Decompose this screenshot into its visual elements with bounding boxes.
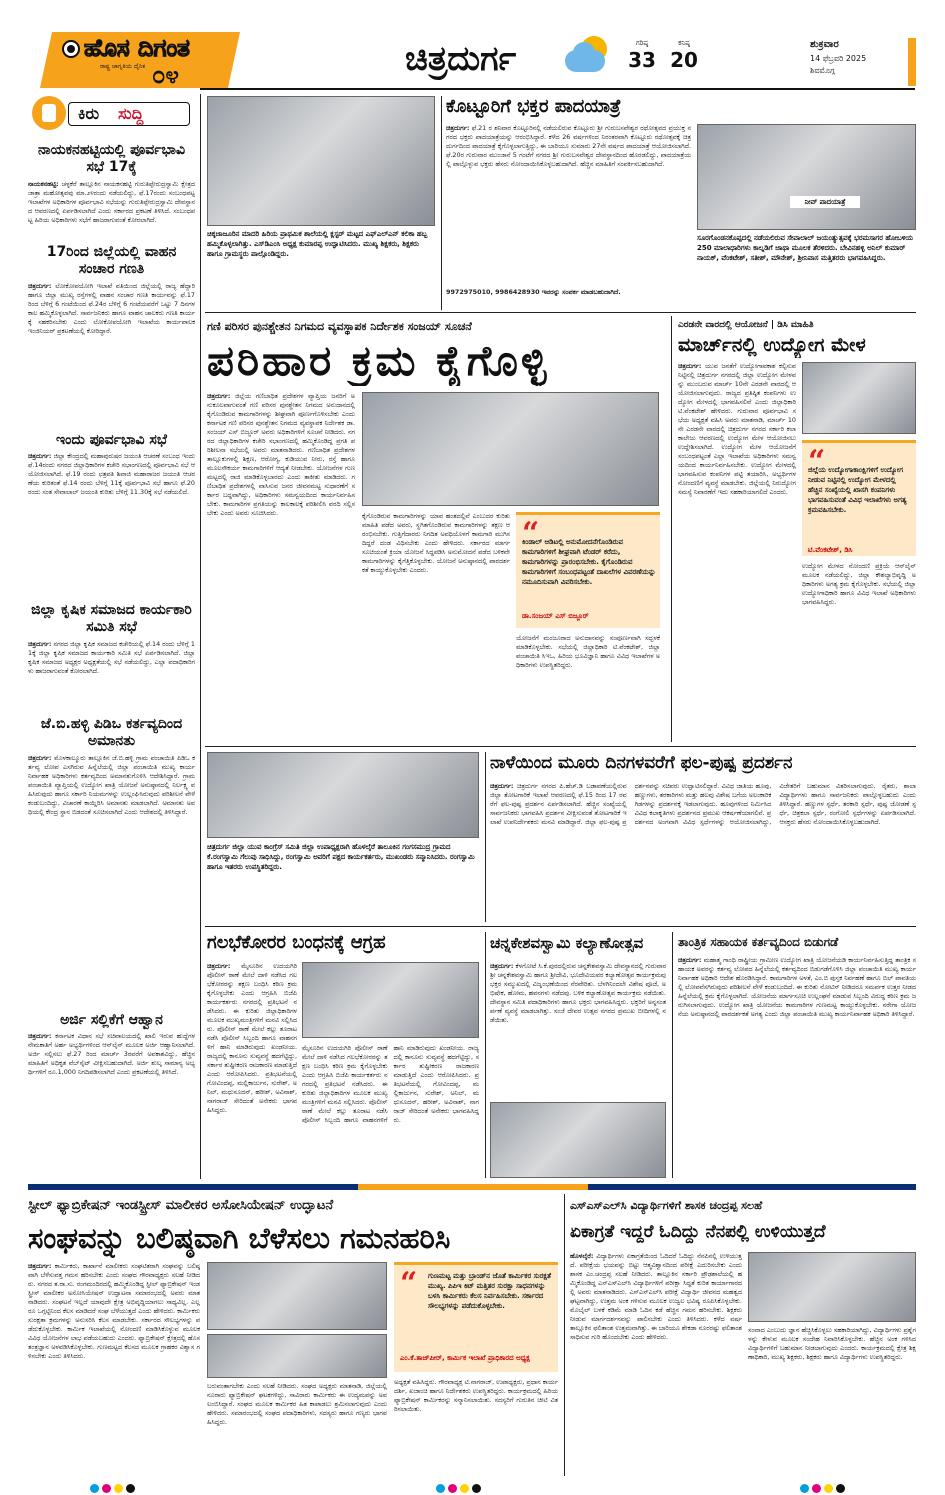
udyoga-kicker: ಎರಡನೇ ವಾರದಲ್ಲಿ ಆಯೋಜನೆ | ಡಿಸಿ ಮಾಹಿತಿ (678, 320, 814, 330)
tantrika-headline: ತಾಂತ್ರಿಕ ಸಹಾಯಕ ಕರ್ತವ್ಯದಿಂದ ಬಿಡುಗಡೆ (678, 935, 839, 949)
kirusuddi-story-title: ನಾಯಕನಹಟ್ಟಿಯಲ್ಲಿ ಪೂರ್ವಭಾವಿ ಸಭೆ 17ಕ್ಕೆ (38, 142, 185, 175)
steel-quote-box (394, 1262, 558, 1372)
parihara-headline: ಪರಿಹಾರ ಕ್ರಮ ಕೈಗೊಳ್ಳಿ (207, 336, 550, 385)
udyoga-body-2: ಉದ್ಯೋಗ ಮೇಳದ ನೋಂದಣಿ ಪ್ರಕ್ರಿಯೆ ಆನ್‌ಲೈನ್ ಮೂಲಕ ನಡೆಯಲಿದ್ದು, ಜಿಲ್ಲಾ ಕೌಶಲ್ಯಾಭಿವೃದ್ಧಿ ಅಧಿಕಾರಿಗಳು ಅಗತ್ಯ ಕ್ರಮ ಕೈಗೊಳ್ಳಬೇಕು. ಸಭೆಯಲ್ಲಿ ಜಿಲ್ಲಾ ಉದ್ಯೋಗಾಧಿಕಾರಿ ಹಾಗೂ ವಿವಿಧ ಇಲಾಖೆ ಅಧಿಕಾರಿಗಳು ಭಾಗವಹಿಸಿದ್ದರು. (802, 562, 916, 606)
channakeshava-headline: ಚನ್ನಕೇಶವಸ್ವಾಮಿ ಕಲ್ಯಾಣೋತ್ಸವ (490, 934, 644, 952)
story-text: ಕೆಳಗೋಟೆ ಸಿ.ಕೆ.ಪುರದಲ್ಲಿರುವ ಚನ್ನಕೇಶವಸ್ವಾಮಿ ದೇವಸ್ಥಾನದಲ್ಲಿ ಗುರುವಾರ ಶ್ರೀ ಚನ್ನಕೇಶವಸ್ವಾಮಿ ಹಾಗೂ ಶ್ರೀದೇವಿ, ಭೂದೇವಿಯವರ ಕಲ್ಯಾಣೋತ್ಸವ ಕಾರ್ಯಕ್ರಮವು ಭಕ್ತರ ಸಮ್ಮುಖದಲ್ಲಿ ವಿಜೃಂಭಣೆಯಿಂದ ನೆರವೇರಿತು. ಬೆಳಗಿನಿಂದಲೇ ವಿಶೇಷ ಪೂಜೆ, ಅಭಿಷೇಕ, ಹೋಮ, ಹವನಗಳು ನಡೆದವು. ಬಳಿಕ ಕಲ್ಯಾಣೋತ್ಸವ ಕಾರ್ಯಕ್ರಮ ನಡೆಯಿತು. ದೇವಸ್ಥಾನ ಸಮಿತಿ ಪದಾಧಿಕಾರಿಗಳು ಹಾಗೂ ಭಕ್ತರು ಭಾಗವಹಿಸಿದ್ದರು. ಭಕ್ತರಿಗೆ ಅನ್ನಸಂತರ್ಪಣೆ ವ್ಯವಸ್ಥೆ ಮಾಡಲಾಗಿತ್ತು. ಸಂಜೆ ದೇವರ ಉತ್ಸವ ನಗರದ ಪ್ರಮುಖ ಬೀದಿಗಳಲ್ಲಿ ನಡೆಯಿತು. (490, 962, 666, 1024)
phala-body (490, 782, 916, 922)
parihara-kicker: ಗಣಿ ಪರಿಸರ ಪುನಶ್ಚೇತನ ನಿಗಮದ ವ್ಯವಸ್ಥಾಪಕ ನಿರ್ದೇಶಕ ಸಂಜಯ್ ಸೂಚನೆ (207, 320, 472, 333)
channakeshava-body (490, 962, 666, 1098)
udyoga-quote-name: ಟಿ.ವೆಂಕಟೇಶ್, ಡಿಸಿ (808, 546, 853, 554)
story-text: ಜಿಲ್ಲಾ ಕೇಂದ್ರದಲ್ಲಿ ಮಹಾಪುರುಷರ ಜಯಂತಿ ಆಚರಣೆ ಸಂಬಂಧ ಇಂದು ಫೆ.14ರಂದು ನಗರದ ಜಿಲ್ಲಾಧಿಕಾರಿಗಳ ಕಚೇರಿ ಸಭಾಂಗಣದಲ್ಲಿ ಪೂರ್ವಭಾವಿ ಸಭೆ ಆಯೋಜಿಸಲಾಗಿದೆ. ಫೆ.19 ರಂದು ಛತ್ರಪತಿ ಶಿವಾಜಿ ಮಹಾರಾಜರ ಜಯಂತಿ ಆಚರಣೆಯ ಕುರಿತಂತೆ ಫೆ.14 ರಂದು ಬೆಳಿಗ್ಗೆ 11ಕ್ಕೆ ಪೂರ್ವಭಾವಿ ಸಭೆ ಹಾಗೂ ಫೆ.20 ರಂದು ಸಂತ ಸೇವಾಲಾಲ್ ಜಯಂತಿ ಕುರಿತು ಬೆಳಿಗ್ಗೆ 11.30ಕ್ಕೆ ಸಭೆ ನಡೆಯಲಿದೆ. (28, 452, 195, 496)
sslc-body-2: ಸಂವಾದ ಎಂಬುದು ಜ್ಞಾನ ಹೆಚ್ಚಿಸಿಕೊಳ್ಳಲು ಸಹಕಾರಿಯಾಗಿದ್ದು, ವಿದ್ಯಾರ್ಥಿಗಳು ಪ್ರಶ್ನೆಗಳನ್ನು ಕೇಳುವ ಮೂಲಕ ಸಂದೇಹ ನಿವಾರಿಸಿಕೊಳ್ಳಬೇಕು. ಹೆಚ್ಚಿನ ಅಂಕ ಗಳಿಸಿದ ವಿದ್ಯಾರ್ಥಿಗಳಿಗೆ ಬಹುಮಾನ ನೀಡಲಾಗುವುದು ಎಂದರು. ಕಾರ್ಯಕ್ರಮದಲ್ಲಿ ಕ್ಷೇತ್ರ ಶಿಕ್ಷಣಾಧಿಕಾರಿ, ಮುಖ್ಯ ಶಿಕ್ಷಕರು, ಶಿಕ್ಷಕರು ಹಾಗೂ ವಿದ್ಯಾರ್ಥಿಗಳು ಉಪಸ್ಥಿತರಿದ್ದರು. (748, 1326, 916, 1361)
sslc-kicker: ಎಸ್‌ಎಸ್‌ಎಲ್‌ಸಿ ವಿದ್ಯಾರ್ಥಿಗಳಿಗೆ ಶಾಸಕ ಚಂದ್ರಪ್ಪ ಸಲಹೆ (570, 1199, 763, 1212)
kirusuddi-story-title: 17ರಿಂದ ಜಿಲ್ಲೆಯಲ್ಲಿ ವಾಹನ ಸಂಚಾರ ಗಣತಿ (46, 244, 177, 277)
sslc-workshop-photo (748, 1252, 916, 1322)
school-event-caption: ಚಿಕ್ಕಜಾಜೂರಿನ ಮಾದರಿ ಹಿರಿಯ ಪ್ರಾಥಮಿಕ ಶಾಲೆಯಲ್ಲಿ ಕ್ಲಸ್ಟರ್ ಮಟ್ಟದ ಎಫ್‌ಎಲ್‌ಎನ್ ಕಲಿಕಾ ಹಬ್ಬ ಹಮ್ಮಿಕೊಳ್ಳಲಾಗಿತ್ತು. ಎಸ್‌ಡಿಎಂಸಿ ಅಧ್ಯಕ್ಷ ಕುಮಾರಪ್ಪ ಉದ್ಘಾಟಿಸಿದರು. ಮುಖ್ಯ ಶಿಕ್ಷಕರು, ಶಿಕ್ಷಕರು ಹಾಗೂ ಗ್ರಾಮಸ್ಥರು ಪಾಲ್ಗೊಂಡಿದ್ದರು. (207, 230, 428, 258)
parihara-meeting-photo (362, 392, 659, 506)
parihara-quote-text: ಕಿಂಡಾಲ್ ಆಡಿಟಲ್ಲಿ ಅನುಮೋದನೆಗೊಂಡಿರುವ ಕಾಮಗಾರಿಗಳಿಗೆ ಶೀಘ್ರವಾಗಿ ಟೆಂಡರ್ ಕರೆದು, ಕಾಮಗಾರಿಗಳನ್ನು ಪ್ರಾರಂಭಿಸಬೇಕು. ಕೈಗೊಂಡಿರುವ ಕಾಮಗಾರಿಗಳಿಗೆ ಸಂಬಂಧಪಟ್ಟಂತೆ ದಾಖಲೆಗಳ ವಿವರಣೆಯನ್ನು ನಮೂದಿಸುವಾಗಿ ವಿವರಿಸಬೇಕು. (522, 538, 656, 586)
min-temp: 20 (670, 48, 698, 72)
dateline: ಚಿತ್ರದುರ್ಗ: (490, 962, 514, 970)
steel-quote-text: ಗುಣಮಟ್ಟ ಮತ್ತು ಬ್ರಾಂಡ್‌ನ ಜೊತೆ ಕಾರ್ಮಿಕರ ಸುರಕ್ಷತೆ ಮುಖ್ಯ. ಪಿಪಿಇ ಕಿಟ್ ಮತ್ತಿತರ ಸುರಕ್ಷಾ ಸಾಧನಗಳನ್ನು ಬಳಸಿ ಕಾರ್ಮಿಕರು ಕೆಲಸ ನಿರ್ವಹಿಸಬೇಕು. ಸರ್ಕಾರದ ಸೌಲಭ್ಯಗಳನ್ನು ಪಡೆದುಕೊಳ್ಳಬೇಕು. (428, 1272, 552, 1310)
masthead-topline (200, 88, 915, 90)
parihara-quote-box (516, 512, 660, 628)
kirusuddi-story-body (28, 452, 195, 600)
dateline: ಚಿತ್ರದುರ್ಗ: (678, 956, 702, 964)
registration-dot-cyan (436, 1484, 445, 1493)
masthead-orange-edge (908, 38, 916, 86)
dateline: ಚಿತ್ರದುರ್ಗ: (28, 452, 52, 460)
day-label: ಶುಕ್ರವಾರ (810, 39, 839, 50)
logo-text: ಹೊಸ ದಿಗಂತ (84, 34, 190, 62)
kirusuddi-label-a: ಕಿರು (78, 104, 100, 123)
story-text: ಫೆ.21 ರ ಶನಿವಾರ ಕೊಟ್ಟೂರಿನಲ್ಲಿ ನಡೆಯಲಿರುವ ಕೊಟ್ಟೂರು ಶ್ರೀ ಗುರುಬಸವೇಶ್ವರ ರಥೋತ್ಸವದ ಪ್ರಯುಕ್ತ ನಗರದ ಭಕ್ತರು ಪಾದಯಾತ್ರೆಯನ್ನು ಆರಂಭಿಸಿದ್ದಾರೆ. ಕಳೆದ 26 ವರ್ಷಗಳಿಂದ ನಿರಂತರವಾಗಿ ಕೊಟ್ಟೂರು ರಥೋತ್ಸವಕ್ಕೆ ಚಿತ್ರದುರ್ಗದಿಂದ ಪಾದಯಾತ್ರೆ ಕೈಗೊಳ್ಳಲಾಗುತ್ತಿದ್ದು, ಈ ಬಾರಿಯೂ ಸುಮಾರು 27ನೇ ವರ್ಷದ ಪಾದಯಾತ್ರೆ ಆಯೋಜಿಸಲಾಗಿದೆ. ಫೆ.20ರ ಗುರುವಾರ ಮುಂಜಾನೆ 5 ಗಂಟೆಗೆ ನಗರದ ಶ್ರೀ ಗುರುಬಸವೇಶ್ವರ ದೇವಸ್ಥಾನದಿಂದ ಹೊರಡಲಿದ್ದು, ಪಾದಯಾತ್ರೆಯಲ್ಲಿ ಪಾಲ್ಗೊಳ್ಳುವ ಭಕ್ತರು ಹೆಸರು ನೋಂದಾಯಿಸಿಕೊಳ್ಳಬಹುದಾಗಿದೆ. ಹೆಚ್ಚಿನ ಮಾಹಿತಿಗೆ ಸಂಪರ್ಕಿಸಬಹುದಾಗಿದೆ. (446, 124, 691, 168)
udyoga-meeting-photo (802, 362, 916, 434)
registration-dot-cyan (90, 1484, 99, 1493)
registration-dot-black (126, 1484, 135, 1493)
masthead (0, 0, 945, 90)
kottur-headline: ಕೊಟ್ಟೂರಿಗೆ ಭಕ್ತರ ಪಾದಯಾತ್ರೆ (446, 96, 621, 117)
steel-kicker: ಸ್ಟೀಲ್ ಫ್ಯಾಬ್ರಿಕೇಷನ್ ಇಂಡಸ್ಟ್ರೀಸ್ ಮಾಲೀಕರ ಅಸೋಸಿಯೇಷನ್ ಉದ್ಘಾಟನೆ (28, 1198, 334, 1213)
weather-partly-cloudy-icon (565, 36, 613, 76)
dateline: ಚಿತ್ರದುರ್ಗ: (207, 392, 231, 400)
parihara-body-col2: ಕೈಗೊಂಡಿರುವ ಕಾಮಗಾರಿಗಳನ್ನು ಯಾವ ಹಂತದಲ್ಲಿವೆ ಎಂಬುದರ ಕುರಿತು ಮಾಹಿತಿ ಪಡೆದ ಅವರು, ಸ್ಥಗಿತಗೊಂಡಿರುವ ಕಾಮಗಾರಿಗಳನ್ನು ತಕ್ಷಣ ಆರಂಭಿಸಬೇಕು. ಗುತ್ತಿಗೆದಾರರು ನಿಗದಿತ ಅವಧಿಯೊಳಗೆ ಕಾಮಗಾರಿ ಮುಗಿಸದಿದ್ದರೆ ದಂಡ ವಿಧಿಸಬೇಕು ಎಂದು ಹೇಳಿದರು. ಸರ್ಕಾರದ ಮಾರ್ಗಸೂಚಿಯಂತೆ ಕ್ರಿಯಾ ಯೋಜನೆ ಸಿದ್ಧಪಡಿಸಿ ಅನುಮೋದನೆ ಪಡೆದ ಬಳಿಕವೇ ಕಾಮಗಾರಿಗಳನ್ನು ಕೈಗೆತ್ತಿಕೊಳ್ಳಬೇಕು. ಯೋಜನೆ ಅನುಷ್ಠಾನದಲ್ಲಿ ಪಾರದರ್ಶಕತೆ ಕಾಯ್ದುಕೊಳ್ಳಬೇಕು ಎಂದರು. (362, 512, 510, 574)
section-rule (205, 926, 916, 927)
registration-dot-cyan (800, 1484, 809, 1493)
registration-dot-magenta (102, 1484, 111, 1493)
story-text: ಮೈಸೂರಿನ ಉದಯಗಿರಿ ಪೊಲೀಸ್ ಠಾಣೆ ಮೇಲೆ ದಾಳಿ ನಡೆಸಿದ ಗಲಭೆಕೋರರನ್ನು ತಕ್ಷಣ ಬಂಧಿಸಿ ಕಠಿಣ ಕ್ರಮ ಕೈಗೊಳ್ಳಬೇಕು ಎಂದು ಆಗ್ರಹಿಸಿ ಬಿಜೆಪಿ ಕಾರ್ಯಕರ್ತರು ನಗರದಲ್ಲಿ ಪ್ರತಿಭಟನೆ ನಡೆಸಿದರು. ಈ ಕುರಿತು ಜಿಲ್ಲಾಧಿಕಾರಿಗಳ ಮೂಲಕ ಮುಖ್ಯಮಂತ್ರಿಗಳಿಗೆ ಮನವಿ ಸಲ್ಲಿಸಿದರು. ಪೊಲೀಸ್ ಠಾಣೆ ಮೇಲೆ ಕಲ್ಲು ತೂರಾಟ ನಡೆಸಿ ಪೊಲೀಸ್ ಸಿಬ್ಬಂದಿ ಹಾಗೂ ವಾಹನಗಳಿಗೆ ಹಾನಿ ಮಾಡಿರುವುದು ಖಂಡನೀಯ. ರಾಜ್ಯದಲ್ಲಿ ಕಾನೂನು ಸುವ್ಯವಸ್ಥೆ ಹದಗೆಟ್ಟಿದ್ದು, ಸರ್ಕಾರ ತುಷ್ಟೀಕರಣ ರಾಜಕಾರಣ ಮಾಡುತ್ತಿದೆ ಎಂದು ಆರೋಪಿಸಿದರು. ಪ್ರತಿಭಟನೆಯಲ್ಲಿ ಗೋವಿಂದಪ್ಪ, ಮಲ್ಲಿಕಾರ್ಜುನ, ಸುರೇಶ್, ಅನಿಲ್, ಮಧುಸೂದನ್, ಹರೀಶ್, ಅವಿನಾಶ್, ನಾಗರಾಜ್ ಸೇರಿದಂತೆ ಅನೇಕರು ಭಾಗವಹಿಸಿದ್ದರು. (207, 962, 297, 1114)
padayatra-photo (697, 124, 916, 230)
parihara-body-col1 (207, 392, 355, 740)
tantrika-body (678, 956, 916, 1178)
column-rule (441, 96, 442, 310)
registration-dot-black (836, 1484, 845, 1493)
story-text: ನಗರದ ಜಿಲ್ಲಾ ಕೃಷಿಕ ಸಮಾಜದ ಕಚೇರಿಯಲ್ಲಿ ಫೆ.14 ರಂದು ಬೆಳಿಗ್ಗೆ 11ಕ್ಕೆ ಜಿಲ್ಲಾ ಕೃಷಿಕ ಸಮಾಜದ ಕಾರ್ಯಕಾರಿ ಸಮಿತಿ ಸಭೆ ಏರ್ಪಡಿಸಲಾಗಿದೆ. ಜಿಲ್ಲಾ ಕೃಷಿಕ ಸಮಾಜದ ಅಧ್ಯಕ್ಷರ ಅಧ್ಯಕ್ಷತೆಯಲ್ಲಿ ಸಭೆ ನಡೆಯಲಿದ್ದು, ಎಲ್ಲಾ ಪದಾಧಿಕಾರಿಗಳು ಹಾಜರಾಗುವಂತೆ ಕೋರಲಾಗಿದೆ. (28, 640, 195, 675)
school-event-photo (207, 96, 435, 226)
padayatra-caption: ಸೂರಗೊಂಡನಕೊಪ್ಪದಲ್ಲಿ ನಡೆಯಲಿರುವ ಸೇವಾಲಾಲ್ ಜಯಂತ್ಯುತ್ಸವಕ್ಕೆ ಭರಮಸಾಗರ ಹೋಬಳಿಯ 250 ಮಾಲಾಧಾರಿಗಳು ಕಾಲ್ನಡಿಗೆ ಜಾಥಾ ಮೂಲಕ ತೆರಳಿದರು. ಬೇವಿನಹಳ್ಳಿ ಅನಿಲ್ ಕುಮಾರ್ ನಾಯಕ್, ವೆಂಕಟೇಶ್, ಸತೀಶ್, ಮೌನೇಶ್, ಶ್ರೀನಿವಾಸ ಮತ್ತಿತರರು ಭಾಗವಹಿಸಿದ್ದರು. (697, 234, 914, 262)
page-number: ೦೪ (152, 62, 179, 88)
dateline: ನಾಯಕನಹಟ್ಟಿ: (28, 180, 59, 188)
steel-quote-name: ಎಂ.ಕೆ.ತಾಜ್‌ಪೀರ್, ಕಾರ್ಮಿಕ ಇಲಾಖೆ ಪ್ರಾಧಿಕಾರದ ಅಧ್ಯಕ್ಷ (400, 1354, 530, 1362)
logo-emblem-icon (62, 40, 80, 58)
parihara-body-col3: ಯೋಜನೆಗೆ ಮಂಜೂರಾದ ಅನುದಾನವನ್ನು ಸಂಪೂರ್ಣವಾಗಿ ಸದ್ಬಳಕೆ ಮಾಡಿಕೊಳ್ಳಬೇಕು. ಸಭೆಯಲ್ಲಿ ಜಿಲ್ಲಾಧಿಕಾರಿ ಟಿ.ವೆಂಕಟೇಶ್, ಜಿಲ್ಲಾ ಪಂಚಾಯಿತಿ ಸಿಇಒ, ಹಿರಿಯ ಭೂವಿಜ್ಞಾನಿ ಹಾಗೂ ವಿವಿಧ ಇಲಾಖೆಗಳ ಅಧಿಕಾರಿಗಳು ಉಪಸ್ಥಿತರಿದ್ದರು. (516, 634, 660, 669)
logo-tagline: ರಾಷ್ಟ್ರ ಜಾಗೃತಿಯ ದೈನಿಕ (100, 63, 146, 70)
column-rule (485, 752, 486, 922)
story-text: ಚಳ್ಳಕೆರೆ ತಾಲ್ಲೂಕಿನ ನಾಯಕನಹಟ್ಟಿ ಗುರುತಿಪ್ಪೇರುದ್ರಸ್ವಾಮಿ ಕ್ಷೇತ್ರದ ಜಾತ್ರಾ ಮಹೋತ್ಸವವು ಮಾ.೨೪ರಂದು ನಡೆಯಲಿದ್ದು, ಫೆ.17ರಂದು ಸಂಬಂಧಪಟ್ಟ ಇಲಾಖೆಗಳ ಅಧಿಕಾರಿಗಳ ಪೂರ್ವಭಾವಿ ಸಭೆಯನ್ನು ಗುರುತಿಪ್ಪೇರುದ್ರಸ್ವಾಮಿ ದೇವಸ್ಥಾನದ ಆವರಣದಲ್ಲಿ ಏರ್ಪಡಿಸಲಾಗಿದೆ ಎಂದು ಸರ್ಕಾರದ ಪ್ರಕಟಣೆ ತಿಳಿಸಿದೆ. ಸಂಬಂಧಪಟ್ಟ ಹಿರಿಯ ಅಧಿಕಾರಿಗಳು ಸಭೆಗೆ ಹಾಜರಾಗುವಂತೆ ಕೋರಲಾಗಿದೆ. (28, 180, 195, 224)
kirusuddi-header (28, 94, 195, 136)
steel-body-3: ಅಧ್ಯಕ್ಷತೆ ವಹಿಸಿದ್ದರು. ಗೌರವಾಧ್ಯಕ್ಷ ಟಿ.ನಾಗರಾಜ್, ಉಪಾಧ್ಯಕ್ಷರು, ಪ್ರಧಾನ ಕಾರ್ಯದರ್ಶಿ, ಖಜಾಂಚಿ ಹಾಗೂ ನಿರ್ದೇಶಕರು ಉಪಸ್ಥಿತರಿದ್ದರು. ಕಾರ್ಯಕ್ರಮದಲ್ಲಿ ಹಿರಿಯ ಫ್ಯಾಬ್ರಿಕೇಷನ್ ಕಾರ್ಮಿಕರನ್ನು ಸನ್ಮಾನಿಸಲಾಯಿತು. ಸದಸ್ಯರಿಗೆ ಗುರುತಿನ ಚೀಟಿ ವಿತರಿಸಲಾಯಿತು. (394, 1378, 558, 1413)
galabhe-body-a (207, 962, 297, 1176)
city-label: ಶಿವಮೊಗ್ಗ (810, 66, 835, 75)
dateline: ಚಿತ್ರದುರ್ಗ: (28, 640, 52, 648)
column-rule (200, 94, 201, 1179)
section-divider-bar (28, 1184, 916, 1190)
kirusuddi-story-body (28, 640, 195, 712)
galabhe-body-b: ಮೈಸೂರಿನ ಉದಯಗಿರಿ ಪೊಲೀಸ್ ಠಾಣೆ ಮೇಲೆ ದಾಳಿ ನಡೆಸಿದ ಗಲಭೆಕೋರರನ್ನು ತಕ್ಷಣ ಬಂಧಿಸಿ ಕಠಿಣ ಕ್ರಮ ಕೈಗೊಳ್ಳಬೇಕು ಎಂದು ಆಗ್ರಹಿಸಿ ಬಿಜೆಪಿ ಕಾರ್ಯಕರ್ತರು ನಗರದಲ್ಲಿ ಪ್ರತಿಭಟನೆ ನಡೆಸಿದರು. ಈ ಕುರಿತು ಜಿಲ್ಲಾಧಿಕಾರಿಗಳ ಮೂಲಕ ಮುಖ್ಯಮಂತ್ರಿಗಳಿಗೆ ಮನವಿ ಸಲ್ಲಿಸಿದರು. ಪೊಲೀಸ್ ಠಾಣೆ ಮೇಲೆ ಕಲ್ಲು ತೂರಾಟ ನಡೆಸಿ ಪೊಲೀಸ್ ಸಿಬ್ಬಂದಿ ಹಾಗೂ ವಾಹನಗಳಿಗೆ ಹಾನಿ ಮಾಡಿರುವುದು ಖಂಡನೀಯ. ರಾಜ್ಯದಲ್ಲಿ ಕಾನೂನು ಸುವ್ಯವಸ್ಥೆ ಹದಗೆಟ್ಟಿದ್ದು, ಸರ್ಕಾರ ತುಷ್ಟೀಕರಣ ರಾಜಕಾರಣ ಮಾಡುತ್ತಿದೆ ಎಂದು ಆರೋಪಿಸಿದರು. ಪ್ರತಿಭಟನೆಯಲ್ಲಿ ಗೋವಿಂದಪ್ಪ, ಮಲ್ಲಿಕಾರ್ಜುನ, ಸುರೇಶ್, ಅನಿಲ್, ಮಧುಸೂದನ್, ಹರೀಶ್, ಅವಿನಾಶ್, ನಾಗರಾಜ್ ಸೇರಿದಂತೆ ಅನೇಕರು ಭಾಗವಹಿಸಿದ್ದರು. (302, 1044, 479, 1124)
dateline: ಚಿತ್ರದುರ್ಗ: (678, 362, 702, 370)
registration-dot-yellow (460, 1484, 469, 1493)
steel-event-photo-2 (207, 1334, 387, 1378)
udyoga-headline: ಮಾರ್ಚ್‌ನಲ್ಲಿ ಉದ್ಯೋಗ ಮೇಳ (678, 334, 866, 356)
dateline: ಚಿತ್ರದುರ್ಗ: (28, 282, 52, 290)
story-text: ಯುವ ಜನತೆಗೆ ಉದ್ಯೋಗಾವಕಾಶ ಕಲ್ಪಿಸುವ ನಿಟ್ಟಿನಲ್ಲಿ ಚಿತ್ರದುರ್ಗ ನಗರದಲ್ಲಿ ಜಿಲ್ಲಾ ಉದ್ಯೋಗ ಮೇಳವನ್ನು ಮುಂಬರುವ ಮಾರ್ಚ್ 10ನೇ ಎರಡನೇ ವಾರದಲ್ಲಿ ಆಯೋಜಿಸಲಾಗುವುದು. ರಾಜ್ಯದ ಪ್ರತಿಷ್ಠಿತ ಕಂಪನಿಗಳು ಉದ್ಯೋಗ ಮೇಳದಲ್ಲಿ ಭಾಗವಹಿಸಲಿವೆ ಎಂದು ಜಿಲ್ಲಾಧಿಕಾರಿ ಟಿ.ವೆಂಕಟೇಶ್ ಹೇಳಿದರು. ಗುರುವಾರ ಪೂರ್ವಭಾವಿ ಸಭೆಯ ಅಧ್ಯಕ್ಷತೆ ವಹಿಸಿ ಅವರು ಮಾತನಾಡಿ, ಮಾರ್ಚ್ 10ನೇ ಎರಡನೇ ವಾರದಲ್ಲಿ ಚಿತ್ರದುರ್ಗ ನಗರದ ಸರ್ಕಾರಿ ಕಲಾ ಕಾಲೇಜು ಆವರಣದಲ್ಲಿ ಉದ್ಯೋಗ ಮೇಳ ಆಯೋಜಿಸಲು ಉದ್ದೇಶಿಸಲಾಗಿದೆ. ಉದ್ಯೋಗ ಮೇಳ ಆಯೋಜನೆಗೆ ಸಂಬಂಧಪಟ್ಟಂತೆ ಎಲ್ಲಾ ಇಲಾಖೆಯ ಅಧಿಕಾರಿಗಳು ಸಮನ್ವಯದಿಂದ ಕಾರ್ಯನಿರ್ವಹಿಸಬೇಕು. ಉದ್ಯೋಗ ಮೇಳದಲ್ಲಿ ಭಾಗವಹಿಸುವ ಕಂಪನಿಗಳ ಪಟ್ಟಿ ತಯಾರಿಸಿ, ಅಭ್ಯರ್ಥಿಗಳ ನೋಂದಣಿಗೆ ವ್ಯವಸ್ಥೆ ಮಾಡಬೇಕು. ಜಿಲ್ಲೆಯಲ್ಲಿ ನಿರುದ್ಯೋಗ ಸಮಸ್ಯೆ ನಿವಾರಣೆಗೆ ಇದು ಸಹಕಾರಿಯಾಗಲಿದೆ ಎಂದರು. (678, 362, 796, 496)
dateline: ಹೊಳಲ್ಕೆರೆ: (570, 1252, 594, 1260)
story-text: ಲೋಕೋಪಯೋಗಿ ಇಲಾಖೆ ವತಿಯಿಂದ ಜಿಲ್ಲೆಯಲ್ಲಿ ರಾಜ್ಯ ಹೆದ್ದಾರಿ ಹಾಗೂ ಜಿಲ್ಲಾ ಮುಖ್ಯ ರಸ್ತೆಗಳಲ್ಲಿ ವಾಹನ ಸಂಚಾರ ಗಣತಿ ಕಾರ್ಯವನ್ನು ಫೆ.17ರಿಂದ ಬೆಳಿಗ್ಗೆ 6 ಗಂಟೆಯಿಂದ ಫೆ.24ರ ಬೆಳಿಗ್ಗೆ 6 ಗಂಟೆಯವರೆಗೆ ಒಟ್ಟು 7 ದಿನಗಳ ಕಾಲ ಹಮ್ಮಿಕೊಳ್ಳಲಾಗಿದೆ. ಸಾರ್ವಜನಿಕರು ಹಾಗೂ ವಾಹನ ಚಾಲಕರು ಗಣತಿ ಕಾರ್ಯಕ್ಕೆ ಸಹಕರಿಸಬೇಕು ಎಂದು ಲೋಕೋಪಯೋಗಿ ಇಲಾಖೆಯ ಕಾರ್ಯಪಾಲಕ ಇಂಜಿನಿಯರ್ ಪ್ರಕಟಣೆಯಲ್ಲಿ ಕೋರಿದ್ದಾರೆ. (28, 282, 195, 335)
kirusuddi-story-title: ಇಂದು ಪೂರ್ವಭಾವಿ ಸಭೆ (56, 432, 167, 448)
section-rule (205, 746, 916, 747)
dateline: ಚಿತ್ರದುರ್ಗ: (446, 124, 470, 132)
story-text: ಮೊಳಕಾಲ್ಮೂರು ತಾಲ್ಲೂಕಿನ ಜೆ.ಬಿ.ಹಳ್ಳಿ ಗ್ರಾಮ ಪಂಚಾಯಿತಿ ಪಿಡಿಒ ಕರ್ತವ್ಯ ಲೋಪ ಎಸಗಿರುವ ಹಿನ್ನೆಲೆಯಲ್ಲಿ ಜಿಲ್ಲಾ ಪಂಚಾಯಿತಿ ಮುಖ್ಯ ಕಾರ್ಯನಿರ್ವಾಹಕ ಅಧಿಕಾರಿಗಳು ಕರ್ತವ್ಯದಿಂದ ಅಮಾನತುಗೊಳಿಸಿ ಆದೇಶಿಸಿದ್ದಾರೆ. ಗ್ರಾಮ ಪಂಚಾಯಿತಿ ವ್ಯಾಪ್ತಿಯಲ್ಲಿ ಉದ್ಯೋಗ ಖಾತ್ರಿ ಯೋಜನೆ ಅನುಷ್ಠಾನದಲ್ಲಿ ನಿರ್ಲಕ್ಷ್ಯ ವಹಿಸಿರುವುದು ಹಾಗೂ ಸರ್ಕಾರಿ ನಿಯಮಗಳನ್ನು ಉಲ್ಲಂಘಿಸಿರುವುದು ಪರಿಶೀಲನೆ ವೇಳೆ ಕಂಡುಬಂದಿದ್ದು, ವಿಚಾರಣೆ ಕಾಯ್ದಿರಿಸಿ ಅಮಾನತು ಮಾಡಲಾಗಿದೆ. ಅಮಾನತು ಅವಧಿಯಲ್ಲಿ ಕೇಂದ್ರ ಸ್ಥಾನ ಬಿಡದಂತೆ ಸೂಚಿಸಲಾಗಿದೆ ಎಂದು ಆದೇಶದಲ್ಲಿ ತಿಳಿಸಿದ್ದಾರೆ. (28, 754, 195, 816)
min-label: ಕನಿಷ್ಠ (678, 39, 690, 47)
galabhe-headline: ಗಲಭೆಕೋರರ ಬಂಧನಕ್ಕೆ ಆಗ್ರಹ (207, 932, 386, 953)
hand-pointing-icon (32, 96, 66, 130)
congress-felicitation-photo (207, 752, 479, 838)
steel-headline: ಸಂಘವನ್ನು ಬಲಿಷ್ಠವಾಗಿ ಬೆಳೆಸಲು ಗಮನಹರಿಸಿ (28, 1221, 451, 1255)
kirusuddi-story-title: ಅರ್ಜಿ ಸಲ್ಲಿಕೆಗೆ ಆಹ್ವಾನ (60, 1012, 163, 1028)
section-rule (205, 312, 916, 313)
kottur-body (446, 124, 691, 286)
dateline: ಚಿತ್ರದುರ್ಗ: (490, 782, 514, 790)
congress-caption: ಚಿತ್ರದುರ್ಗ ಜಿಲ್ಲಾ ಯುವ ಕಾಂಗ್ರೆಸ್ ಸಮಿತಿ ಜಿಲ್ಲಾ ಉಪಾಧ್ಯಕ್ಷರಾಗಿ ಹೊಳಲ್ಕೆರೆ ತಾಲೂಕಿನ ಗಂಗಸಮುದ್ರ ಗ್ರಾಮದ ಕೆ.ರಂಗಸ್ವಾಮಿ ಗೆಲುವು ಸಾಧಿಸಿದ್ದು, ರಂಗಸ್ವಾಮಿ ಅವರಿಗೆ ಪಕ್ಷದ ಕಾರ್ಯಕರ್ತರು, ಮುಖಂಡರು ಸನ್ಮಾನಿಸಿದರು. ರಂಗಸ್ವಾಮಿ ಹಾಗೂ ಇತರರು ಉಪಸ್ಥಿತರಿದ್ದರು. (207, 843, 475, 871)
kirusuddi-story-body (28, 754, 195, 1010)
max-label: ಗರಿಷ್ಠ (635, 39, 649, 47)
story-text: ಕಾರ್ಮಿಕರು, ಕಾರ್ಖಾನೆ ಮಾಲೀಕರು ಸಂಘಟಿತರಾಗಿ ಸಂಘವನ್ನು ಬಲಿಷ್ಠವಾಗಿ ಬೆಳೆಸುವತ್ತ ಗಮನ ಹರಿಸಬೇಕು ಎಂದು ಸಂಘದ ಗೌರವಾಧ್ಯಕ್ಷರು ಸಲಹೆ ನೀಡಿದರು. ನಗರದ ತ.ರಾ.ಸು. ರಂಗಮಂದಿರದಲ್ಲಿ ಹಮ್ಮಿಕೊಂಡಿದ್ದ ಸ್ಟೀಲ್ ಫ್ಯಾಬ್ರಿಕೇಷನ್ ಇಂಡಸ್ಟ್ರೀಸ್ ಮಾಲೀಕರ ಅಸೋಸಿಯೇಷನ್ ಉದ್ಘಾಟನಾ ಸಮಾರಂಭದಲ್ಲಿ ಅವರು ಮಾತನಾಡಿದರು. ಸಂಘಟನೆ ಇಲ್ಲದೆ ಯಾವುದೇ ಕ್ಷೇತ್ರ ಅಭಿವೃದ್ಧಿಯಾಗಲು ಸಾಧ್ಯವಿಲ್ಲ. ಎಲ್ಲರೂ ಒಗ್ಗಟ್ಟಿನಿಂದ ಕೆಲಸ ಮಾಡಿದರೆ ಸಂಘ ಬೆಳೆಯುತ್ತದೆ ಎಂದು ಹೇಳಿದರು. ಕಾರ್ಮಿಕರು ಸುರಕ್ಷತಾ ಕ್ರಮಗಳನ್ನು ಅನುಸರಿಸಿ ಕೆಲಸ ಮಾಡಬೇಕು. ಸರ್ಕಾರದ ಸೌಲಭ್ಯಗಳನ್ನು ಪಡೆದುಕೊಳ್ಳಬೇಕು. ಕಾರ್ಮಿಕ ಇಲಾಖೆಯಲ್ಲಿ ನೋಂದಣಿ ಮಾಡಿಸಿಕೊಳ್ಳುವ ಮೂಲಕ ವಿವಿಧ ಯೋಜನೆಗಳ ಲಾಭ ಪಡೆಯಬಹುದು ಎಂದರು. ಫ್ಯಾಬ್ರಿಕೇಷನ್ ಕ್ಷೇತ್ರದಲ್ಲಿ ಹೊಸ ತಂತ್ರಜ್ಞಾನ ಅಳವಡಿಸಿಕೊಳ್ಳಬೇಕು. ಗುಣಮಟ್ಟದ ಕೆಲಸದ ಮೂಲಕ ಗ್ರಾಹಕರ ವಿಶ್ವಾಸ ಗಳಿಸಬೇಕು ಎಂದು ತಿಳಿಸಿದರು. (28, 1262, 200, 1360)
dateline: ಚಿತ್ರದುರ್ಗ: (28, 754, 52, 762)
max-temp: 33 (628, 48, 656, 72)
kirusuddi-label-b: ಸುದ್ದಿ (118, 104, 144, 123)
registration-dot-yellow (824, 1484, 833, 1493)
udyoga-body (678, 362, 796, 740)
kalyanotsava-photo (490, 1102, 666, 1178)
kirusuddi-story-body (28, 282, 195, 430)
kirusuddi-story-body (28, 1032, 195, 1182)
column-rule (564, 1194, 565, 1476)
edition-title: ಚಿತ್ರದುರ್ಗ (405, 39, 517, 79)
registration-dot-black (472, 1484, 481, 1493)
column-rule (672, 932, 673, 1178)
registration-dot-magenta (448, 1484, 457, 1493)
sslc-headline: ಏಕಾಗ್ರತೆ ಇದ್ದರೆ ಓದಿದ್ದು ನೆನಪಲ್ಲಿ ಉಳಿಯುತ್ತದೆ (570, 1222, 826, 1242)
parihara-quote-name: ಡಾ.ಸಂಜಯ್ ಎಸ್ ಬಿಜ್ಜೂರ್ (522, 612, 589, 620)
steel-body (28, 1262, 200, 1472)
kirusuddi-story-body (28, 180, 195, 252)
kirusuddi-story-title: ಜೆ.ಬಿ.ಹಳ್ಳಿ ಪಿಡಿಒ ಕರ್ತವ್ಯದಿಂದ ಅಮಾನತು (40, 716, 183, 749)
story-text: ಕರ್ನಾಟಕ ವಿಧಾನ ಸಭೆ ಸಚಿವಾಲಯದಲ್ಲಿ ಖಾಲಿ ಇರುವ ಹುದ್ದೆಗಳ ನೇಮಕಾತಿಗೆ ಅರ್ಹ ಅಭ್ಯರ್ಥಿಗಳಿಂದ ಆನ್‌ಲೈನ್ ಮೂಲಕ ಅರ್ಜಿ ಆಹ್ವಾನಿಸಲಾಗಿದೆ. ಅರ್ಜಿ ಸಲ್ಲಿಸಲು ಫೆ.27 ರಿಂದ ಮಾರ್ಚ್ 3ರವರೆಗೆ ಅವಕಾಶವಿದ್ದು, ಹೆಚ್ಚಿನ ಮಾಹಿತಿಗೆ ಅಧಿಕೃತ ವೆಬ್‌ಸೈಟ್ ವೀಕ್ಷಿಸಬಹುದಾಗಿದೆ. ಅರ್ಜಿ ಶುಲ್ಕ ಸಾಮಾನ್ಯ ಅಭ್ಯರ್ಥಿಗಳಿಗೆ ರೂ.1,000 ನಿಗದಿಪಡಿಸಲಾಗಿದೆ ಎಂದು ಪ್ರಕಟಣೆಯಲ್ಲಿ ತಿಳಿಸಿದೆ. (28, 1032, 195, 1076)
udyoga-quote-text: ಜಿಲ್ಲೆಯ ಉದ್ಯೋಗಾಕಾಂಕ್ಷಿಗಳಿಗೆ ಉದ್ಯೋಗ ನೀಡುವ ನಿಟ್ಟಿನಲ್ಲಿ ಉದ್ಯೋಗ ಮೇಳದಲ್ಲಿ ಹೆಚ್ಚಿನ ಸಂಖ್ಯೆಯಲ್ಲಿ ಖಾಸಗಿ ಕಂಪನಿಗಳು ಭಾಗವಹಿಸುವಂತೆ ವಿವಿಧ ಇಲಾಖೆಗಳು ಅಗತ್ಯ ಕ್ರಮವಹಿಸಬೇಕು. (808, 466, 907, 514)
story-text: ವಿದ್ಯಾರ್ಥಿಗಳು ಏಕಾಗ್ರತೆಯಿಂದ ಓದಿದರೆ ಓದಿದ್ದು ನೆನಪಿನಲ್ಲಿ ಉಳಿಯುತ್ತದೆ. ಪರೀಕ್ಷೆಯ ಭಯವನ್ನು ಬಿಟ್ಟು ಆತ್ಮವಿಶ್ವಾಸದಿಂದ ಪರೀಕ್ಷೆ ಎದುರಿಸಬೇಕು ಎಂದು ಶಾಸಕ ಎಂ.ಚಂದ್ರಪ್ಪ ಸಲಹೆ ನೀಡಿದರು. ತಾಲ್ಲೂಕಿನ ಸರ್ಕಾರಿ ಪ್ರೌಢಶಾಲೆಯಲ್ಲಿ ಹಮ್ಮಿಕೊಂಡಿದ್ದ ಎಸ್‌ಎಸ್‌ಎಲ್‌ಸಿ ವಿದ್ಯಾರ್ಥಿಗಳಿಗೆ ಪರೀಕ್ಷಾ ಸಿದ್ಧತೆ ಕುರಿತ ಕಾರ್ಯಾಗಾರದಲ್ಲಿ ಅವರು ಮಾತನಾಡಿದರು. ಎಸ್‌ಎಸ್‌ಎಲ್‌ಸಿ ಪರೀಕ್ಷೆ ವಿದ್ಯಾರ್ಥಿ ಜೀವನದ ಮಹತ್ವದ ಘಟ್ಟವಾಗಿದ್ದು, ಉತ್ತಮ ಅಂಕ ಗಳಿಸುವ ಮೂಲಕ ಉಜ್ವಲ ಭವಿಷ್ಯ ರೂಪಿಸಿಕೊಳ್ಳಬೇಕು. ಮೊಬೈಲ್ ಬಳಕೆ ಕಡಿಮೆ ಮಾಡಿ ಓದಿನ ಕಡೆ ಹೆಚ್ಚಿನ ಗಮನ ಹರಿಸಬೇಕು. ಶಿಕ್ಷಕರು ನೀಡುವ ಮಾರ್ಗದರ್ಶನವನ್ನು ಪಾಲಿಸಬೇಕು ಎಂದು ತಿಳಿಸಿದರು. ಕಳೆದ ವರ್ಷ ತಾಲ್ಲೂಕಿನ ಫಲಿತಾಂಶ ಉತ್ತಮವಾಗಿತ್ತು. ಈ ಬಾರಿಯೂ ಶೇಕಡಾ ನೂರರಷ್ಟು ಫಲಿತಾಂಶ ಸಾಧಿಸುವ ಗುರಿ ಹೊಂದಬೇಕು ಎಂದು ಹೇಳಿದರು. (570, 1252, 742, 1341)
dateline: ಚಿತ್ರದುರ್ಗ: (28, 1262, 52, 1270)
column-rule (671, 316, 672, 742)
udyoga-quote-box (802, 440, 916, 556)
steel-event-photo-1 (207, 1262, 387, 1330)
story-text: ಜಿಲ್ಲೆಯ ಗಣಿಬಾಧಿತ ಪ್ರದೇಶಗಳ ವ್ಯಾಪ್ತಿಯ ಜನರಿಗೆ ಅನುಕೂಲವಾಗುವಂತೆ ಗಣಿ ಪರಿಸರ ಪುನಶ್ಚೇತನ ನಿಗಮದ ಅನುದಾನದಲ್ಲಿ ಕೈಗೊಂಡಿರುವ ಕಾಮಗಾರಿಗಳನ್ನು ಶೀಘ್ರವಾಗಿ ಪೂರ್ಣಗೊಳಿಸಬೇಕು ಎಂದು ಕರ್ನಾಟಕ ಗಣಿ ಪರಿಸರ ಪುನಶ್ಚೇತನ ನಿಗಮದ ವ್ಯವಸ್ಥಾಪಕ ನಿರ್ದೇಶಕ ಡಾ.ಸಂಜಯ್ ಎಸ್ ಬಿಜ್ಜೂರ್ ಅವರು ಅಧಿಕಾರಿಗಳಿಗೆ ಸೂಚನೆ ನೀಡಿದರು. ನಗರದ ಜಿಲ್ಲಾಧಿಕಾರಿಗಳ ಕಚೇರಿ ಸಭಾಂಗಣದಲ್ಲಿ ಹಮ್ಮಿಕೊಂಡಿದ್ದ ಪ್ರಗತಿ ಪರಿಶೀಲನಾ ಸಭೆಯಲ್ಲಿ ಅವರು ಮಾತನಾಡಿದರು. ಗಣಿಬಾಧಿತ ಪ್ರದೇಶಗಳ ತಾಲ್ಲೂಕುಗಳಲ್ಲಿ ಶಿಕ್ಷಣ, ಆರೋಗ್ಯ, ಕುಡಿಯುವ ನೀರು, ರಸ್ತೆ ಹಾಗೂ ಮೂಲಸೌಕರ್ಯ ಕಾಮಗಾರಿಗಳಿಗೆ ಆದ್ಯತೆ ನೀಡಬೇಕು. ಯೋಜನೆಗಳ ಗುಣಮಟ್ಟದಲ್ಲಿ ರಾಜಿ ಮಾಡಿಕೊಳ್ಳಬಾರದು ಎಂದು ತಾಕೀತು ಮಾಡಿದರು. ಗಣಿಬಾಧಿತ ಪ್ರದೇಶಗಳಲ್ಲಿ ವಾಸಿಸುವ ಜನರ ಜೀವನಮಟ್ಟ ಸುಧಾರಣೆಗೆ ಸರ್ಕಾರ ಬದ್ಧವಾಗಿದ್ದು, ಅಧಿಕಾರಿಗಳು ಸಮನ್ವಯದಿಂದ ಕಾರ್ಯನಿರ್ವಹಿಸಬೇಕು. ಕಾಮಗಾರಿಗಳ ಪ್ರಗತಿಯನ್ನು ಕಾಲಕಾಲಕ್ಕೆ ಪರಿಶೀಲಿಸಿ ವರದಿ ಸಲ್ಲಿಸಬೇಕು ಎಂದು ಅವರು ಸೂಚಿಸಿದರು. (207, 392, 355, 517)
quote-mark-icon: “ (400, 1266, 418, 1301)
padayatra-banner: ನೀವ್ ಪಾದಯಾತ್ರೆ (790, 196, 860, 208)
phala-headline: ನಾಳೆಯಿಂದ ಮೂರು ದಿನಗಳವರೆಗೆ ಫಲ-ಪುಷ್ಪ ಪ್ರದರ್ಶನ (490, 753, 793, 773)
date-label: 14 ಫೆಬ್ರವರಿ 2025 (810, 54, 867, 63)
kottur-contact: 9972975010, 9986428930 ಇವರನ್ನು ಸಂಪರ್ಕ ಮಾಡಬಹುದಾಗಿದೆ. (446, 288, 621, 296)
quote-mark-icon: “ (808, 444, 826, 479)
quote-mark-icon: “ (522, 516, 540, 551)
story-text: ಮಹಾತ್ಮ ಗಾಂಧಿ ರಾಷ್ಟ್ರೀಯ ಗ್ರಾಮೀಣ ಉದ್ಯೋಗ ಖಾತ್ರಿ ಯೋಜನೆಯಡಿ ಕಾರ್ಯನಿರ್ವಹಿಸುತ್ತಿದ್ದ ತಾಂತ್ರಿಕ ಸಹಾಯಕ ಅವರನ್ನು ಕರ್ತವ್ಯ ಲೋಪದ ಹಿನ್ನೆಲೆಯಲ್ಲಿ ಕರ್ತವ್ಯದಿಂದ ಬಿಡುಗಡೆಗೊಳಿಸಿ ಜಿಲ್ಲಾ ಪಂಚಾಯಿತಿ ಮುಖ್ಯ ಕಾರ್ಯನಿರ್ವಾಹಕ ಅಧಿಕಾರಿ ಆದೇಶ ಹೊರಡಿಸಿದ್ದಾರೆ. ಕಾಮಗಾರಿಗಳ ಅಳತೆ, ಎಂ.ಬಿ ಪುಸ್ತಕ ನಿರ್ವಹಣೆ ಹಾಗೂ ಬಿಲ್ ಪಾವತಿಯಲ್ಲಿ ಲೋಪವೆಸಗಿರುವುದು ಪರಿಶೀಲನೆ ವೇಳೆ ಕಂಡುಬಂದಿದೆ. ಈ ಕುರಿತು ನೋಟಿಸ್ ನೀಡಿದರೂ ಸಮರ್ಪಕ ಉತ್ತರ ನೀಡದ ಹಿನ್ನೆಲೆಯಲ್ಲಿ ಕ್ರಮ ಕೈಗೊಳ್ಳಲಾಗಿದೆ. ಯೋಜನೆಯ ಮಾರ್ಗಸೂಚಿ ಉಲ್ಲಂಘನೆ ಮಾಡುವ ಸಿಬ್ಬಂದಿ ವಿರುದ್ಧ ಕಠಿಣ ಕ್ರಮ ಜರುಗಿಸಲಾಗುವುದು. ಉದ್ಯೋಗ ಖಾತ್ರಿ ಯೋಜನೆಯ ಕಾಮಗಾರಿಗಳ ಗುಣಮಟ್ಟ ಕಾಯ್ದುಕೊಳ್ಳಬೇಕು. ನರೇಗಾ ಯೋಜನೆಯ ಅನುಷ್ಠಾನದಲ್ಲಿ ಪಾರದರ್ಶಕತೆ ಅಗತ್ಯ ಎಂದು ಜಿಲ್ಲಾ ಪಂಚಾಯಿತಿ ಮುಖ್ಯ ಕಾರ್ಯನಿರ್ವಾಹಕ ಅಧಿಕಾರಿ ತಿಳಿಸಿದ್ದಾರೆ. (678, 956, 916, 1018)
registration-dot-magenta (812, 1484, 821, 1493)
steel-body-2: ಬರುವಂತಾಗಬೇಕು ಎಂದು ಸಲಹೆ ನೀಡಿದರು. ಸಂಘದ ಅಧ್ಯಕ್ಷರು ಮಾತನಾಡಿ, ಜಿಲ್ಲೆಯಲ್ಲಿ ನೂರಾರು ಫ್ಯಾಬ್ರಿಕೇಷನ್ ಘಟಕಗಳಿದ್ದು, ಸಾವಿರಾರು ಕಾರ್ಮಿಕರು ಈ ಉದ್ಯಮವನ್ನು ಅವಲಂಬಿಸಿದ್ದಾರೆ. ಸಂಘದ ಮೂಲಕ ಕಾರ್ಮಿಕರ ಹಿತ ಕಾಪಾಡಲು ಶ್ರಮಿಸಲಾಗುವುದು ಎಂದು ಹೇಳಿದರು. ಸಮಾರಂಭದಲ್ಲಿ ಸಂಘದ ಪದಾಧಿಕಾರಿಗಳು, ಸದಸ್ಯರು ಹಾಗೂ ಗಣ್ಯರು ಭಾಗವಹಿಸಿದ್ದರು. (207, 1382, 387, 1426)
story-text: ಚಿತ್ರದುರ್ಗ ನಗರದ ಪಿ.ಹೆಚ್.ಡಿ ಬಡಾವಣೆಯಲ್ಲಿರುವ ಜಿಲ್ಲಾ ತೋಟಗಾರಿಕೆ ಇಲಾಖೆ ಆವರಣದಲ್ಲಿ ಫೆ.15 ರಿಂದ 17 ರವರೆಗೆ ಫಲ-ಪುಷ್ಪ ಪ್ರದರ್ಶನ ಏರ್ಪಡಿಸಲಾಗಿದೆ. ಹೆಚ್ಚಿನ ಸಂಖ್ಯೆಯಲ್ಲಿ ಸಾರ್ವಜನಿಕರು ಭಾಗವಹಿಸಿ ಪ್ರದರ್ಶನ ವೀಕ್ಷಿಸುವಂತೆ ತೋಟಗಾರಿಕೆ ಇಲಾಖೆ ಉಪನಿರ್ದೇಶಕರು ಮನವಿ ಮಾಡಿದ್ದಾರೆ. ಜಿಲ್ಲಾ ಫಲ-ಪುಷ್ಪ ಪ್ರದರ್ಶನವನ್ನು ಸಚಿವರು ಉದ್ಘಾಟಿಸಲಿದ್ದಾರೆ. ವಿವಿಧ ಜಾತಿಯ ಹೂವು, ಹಣ್ಣುಗಳು, ತರಕಾರಿಗಳು ಮತ್ತು ಹಲವು ವಿಶೇಷ ಬಗೆಯ ಅಲಂಕಾರಿಕ ಗಿಡಗಳನ್ನು ಪ್ರದರ್ಶನಕ್ಕೆ ಇಡಲಾಗುವುದು. ಹೂವುಗಳಿಂದ ನಿರ್ಮಿಸಿದ ವಿವಿಧ ಕಲಾಕೃತಿಗಳು ಪ್ರದರ್ಶನದ ಪ್ರಮುಖ ಆಕರ್ಷಣೆಯಾಗಲಿವೆ. ಪ್ರದರ್ಶನದ ಅಂಗವಾಗಿ ವಿವಿಧ ಸ್ಪರ್ಧೆಗಳನ್ನು ಆಯೋಜಿಸಲಾಗಿದ್ದು, ವಿಜೇತರಿಗೆ ಬಹುಮಾನ ವಿತರಿಸಲಾಗುವುದು. ರೈತರು, ಶಾಲಾ ವಿದ್ಯಾರ್ಥಿಗಳು ಹಾಗೂ ಸಾರ್ವಜನಿಕರು ಪಾಲ್ಗೊಳ್ಳಬಹುದು ಎಂದು ತಿಳಿಸಿದ್ದಾರೆ. ಹಣ್ಣುಗಳ ಸ್ಪರ್ಧೆ, ತರಕಾರಿ ಸ್ಪರ್ಧೆ, ಪುಷ್ಪ ಜೋಡಣೆ ಸ್ಪರ್ಧೆ, ಚಿತ್ರಕಲಾ ಸ್ಪರ್ಧೆ, ರಂಗೋಲಿ ಸ್ಪರ್ಧೆಗಳನ್ನು ಏರ್ಪಡಿಸಲಾಗಿದೆ. ಆಸಕ್ತರು ಹೆಸರು ನೋಂದಾಯಿಸಿಕೊಳ್ಳಬಹುದಾಗಿದೆ. (490, 782, 916, 826)
kirusuddi-story-title: ಜಿಲ್ಲಾ ಕೃಷಿಕ ಸಮಾಜದ ಕಾರ್ಯಕಾರಿ ಸಮಿತಿ ಸಭೆ (31, 602, 192, 635)
dateline: ಚಿತ್ರದುರ್ಗ: (207, 962, 231, 970)
protest-photo (302, 962, 479, 1038)
dateline: ಚಿತ್ರದುರ್ಗ: (28, 1032, 52, 1040)
registration-dot-yellow (114, 1484, 123, 1493)
column-rule (485, 932, 486, 1178)
sslc-body (570, 1252, 742, 1472)
kirusuddi-column (28, 94, 195, 1184)
